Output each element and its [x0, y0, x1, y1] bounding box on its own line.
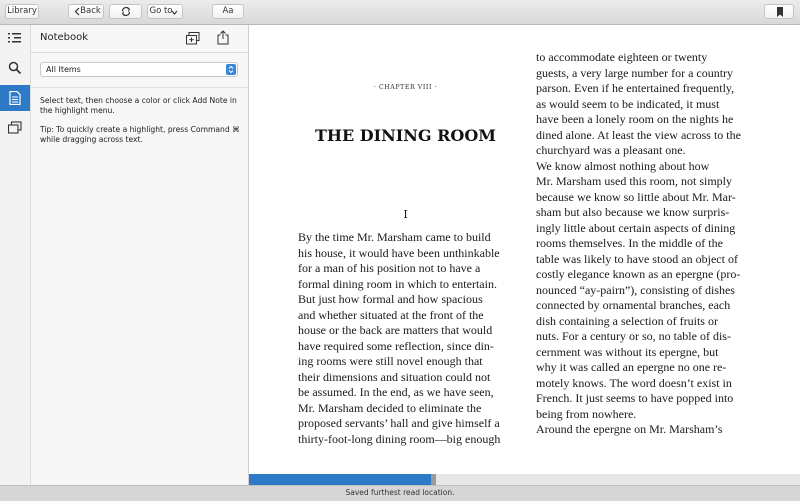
table-of-contents-icon: [8, 31, 22, 45]
goto-button[interactable]: [147, 4, 183, 19]
status-bar: [0, 485, 800, 501]
sidebar-rail: [0, 25, 31, 485]
text-line: dined alone. At least the view across to the: [536, 127, 741, 142]
rail-search[interactable]: [0, 55, 30, 81]
rail-table-of-contents[interactable]: [0, 25, 30, 51]
text-line: Mr. Marsham decided to eliminate the: [298, 400, 482, 415]
goto-button-label: Go to: [149, 6, 173, 16]
text-line: But just how formal and how spacious: [298, 292, 483, 306]
text-line: be assumed. In the end, as we have seen,: [298, 385, 494, 399]
text-line: We know almost nothing about how: [536, 158, 710, 173]
font-settings-button[interactable]: [212, 4, 244, 19]
chapter-title: THE DINING ROOM: [315, 126, 496, 145]
text-line: By the time Mr. Marsham came to build: [298, 230, 491, 244]
text-line: ingly little about certain aspects of dining: [536, 220, 736, 235]
text-line: cernment was without its epergne, but: [536, 344, 719, 359]
page-column-left: [298, 230, 538, 447]
sync-button[interactable]: [109, 4, 142, 19]
back-button-label: Back: [80, 6, 101, 16]
bookmark-icon: [776, 7, 784, 17]
text-line: Mr. Marsham used this room, not simply: [536, 174, 732, 188]
text-line: churchyard was a pleasant one.: [536, 143, 686, 157]
text-line: French. It just seems to have popped into: [536, 391, 734, 405]
rail-flashcards[interactable]: [0, 115, 30, 141]
text-line: for a man of his position not to have a: [298, 261, 481, 275]
text-line: connected by ornamental branches, each: [536, 298, 731, 312]
text-line: their dimensions and situation could not: [298, 369, 491, 384]
reading-progress-handle[interactable]: [431, 474, 436, 485]
chevron-down-icon: [171, 10, 178, 15]
notebook-panel: [31, 25, 249, 485]
notebook-hint-highlight: Select text, then choose a color or click Add Note in the highlight menu.: [40, 96, 237, 115]
text-line: his house, it would have been unthinkable: [298, 245, 500, 260]
reading-progress-fill: [249, 474, 431, 485]
notebook-hint-tip: Tip: To quickly create a highlight, press Command ⌘ while dragging across text.: [40, 125, 240, 144]
sync-icon: [120, 6, 132, 17]
chapter-label: · CHAPTER VIII ·: [373, 84, 438, 91]
notebook-filter-select[interactable]: [40, 62, 238, 77]
reading-pane[interactable]: [249, 25, 800, 474]
text-line: table was likely to have stood an object of: [536, 251, 738, 266]
text-line: thirty-foot-long dining room—big enough: [298, 431, 501, 446]
back-button[interactable]: [68, 4, 104, 19]
text-line: formal dining room in which to entertain.: [298, 276, 497, 291]
font-settings-label: Aa: [222, 6, 234, 16]
text-line: being from nowhere.: [536, 406, 637, 421]
text-line: nuts. For a century or so, no table of dis-: [536, 329, 731, 343]
text-line: have required some reflection, since din-: [298, 338, 494, 353]
toolbar: [0, 0, 800, 25]
text-line: guests, a very large number for a country: [536, 65, 734, 80]
text-line: proposed servants’ hall and give himself a: [298, 416, 500, 430]
notebook-title: Notebook: [40, 32, 89, 43]
flashcards-icon: [8, 121, 22, 135]
text-line: and whether situated at the front of the: [298, 307, 484, 322]
updown-chevron-icon: [226, 64, 236, 75]
text-line: dish containing a selection of fruits or: [536, 313, 718, 328]
reading-progress-bar[interactable]: [249, 474, 800, 485]
notebook-icon: [8, 91, 22, 105]
text-line: parson. Even if he entertained frequently,: [536, 81, 735, 95]
search-icon: [8, 61, 22, 75]
library-button-label: Library: [7, 6, 37, 16]
notebook-filter-value: All Items: [46, 65, 81, 74]
text-line: Around the epergne on Mr. Marsham’s: [536, 422, 723, 436]
chevron-left-icon: [74, 7, 80, 16]
bookmark-button[interactable]: [764, 4, 794, 19]
text-line: have been a lonely room on the nights he: [536, 112, 734, 126]
text-line: ing rooms were still novel enough that: [298, 354, 483, 368]
select-arrows-icon: [226, 64, 236, 75]
page-column-right: [536, 50, 791, 438]
text-line: to accommodate eighteen or twenty: [536, 50, 708, 64]
share-icon[interactable]: [217, 30, 229, 45]
text-line: nounced “ay-pairn”), consisting of dishes: [536, 282, 735, 297]
library-button[interactable]: [5, 4, 39, 19]
text-line: motely knows. The word doesn’t exist in: [536, 375, 732, 390]
status-message: Saved furthest read location.: [345, 488, 455, 497]
rail-notebook[interactable]: [0, 85, 30, 111]
text-line: rooms themselves. In the middle of the: [536, 236, 723, 250]
text-line: costly elegance known as an epergne (pro-: [536, 267, 741, 281]
flashcard-add-icon[interactable]: [186, 32, 200, 45]
section-number: I: [403, 208, 408, 221]
notebook-filter-row: [31, 53, 248, 88]
text-line: because we know so little about Mr. Mar-: [536, 189, 736, 204]
text-line: house or the back are matters that would: [298, 323, 493, 337]
text-line: as would seem to be indicated, it must: [536, 96, 720, 111]
text-line: why it was called an epergne no one re-: [536, 360, 727, 374]
notebook-header: [31, 25, 248, 53]
text-line: sham but also because we know surpris-: [536, 205, 730, 219]
